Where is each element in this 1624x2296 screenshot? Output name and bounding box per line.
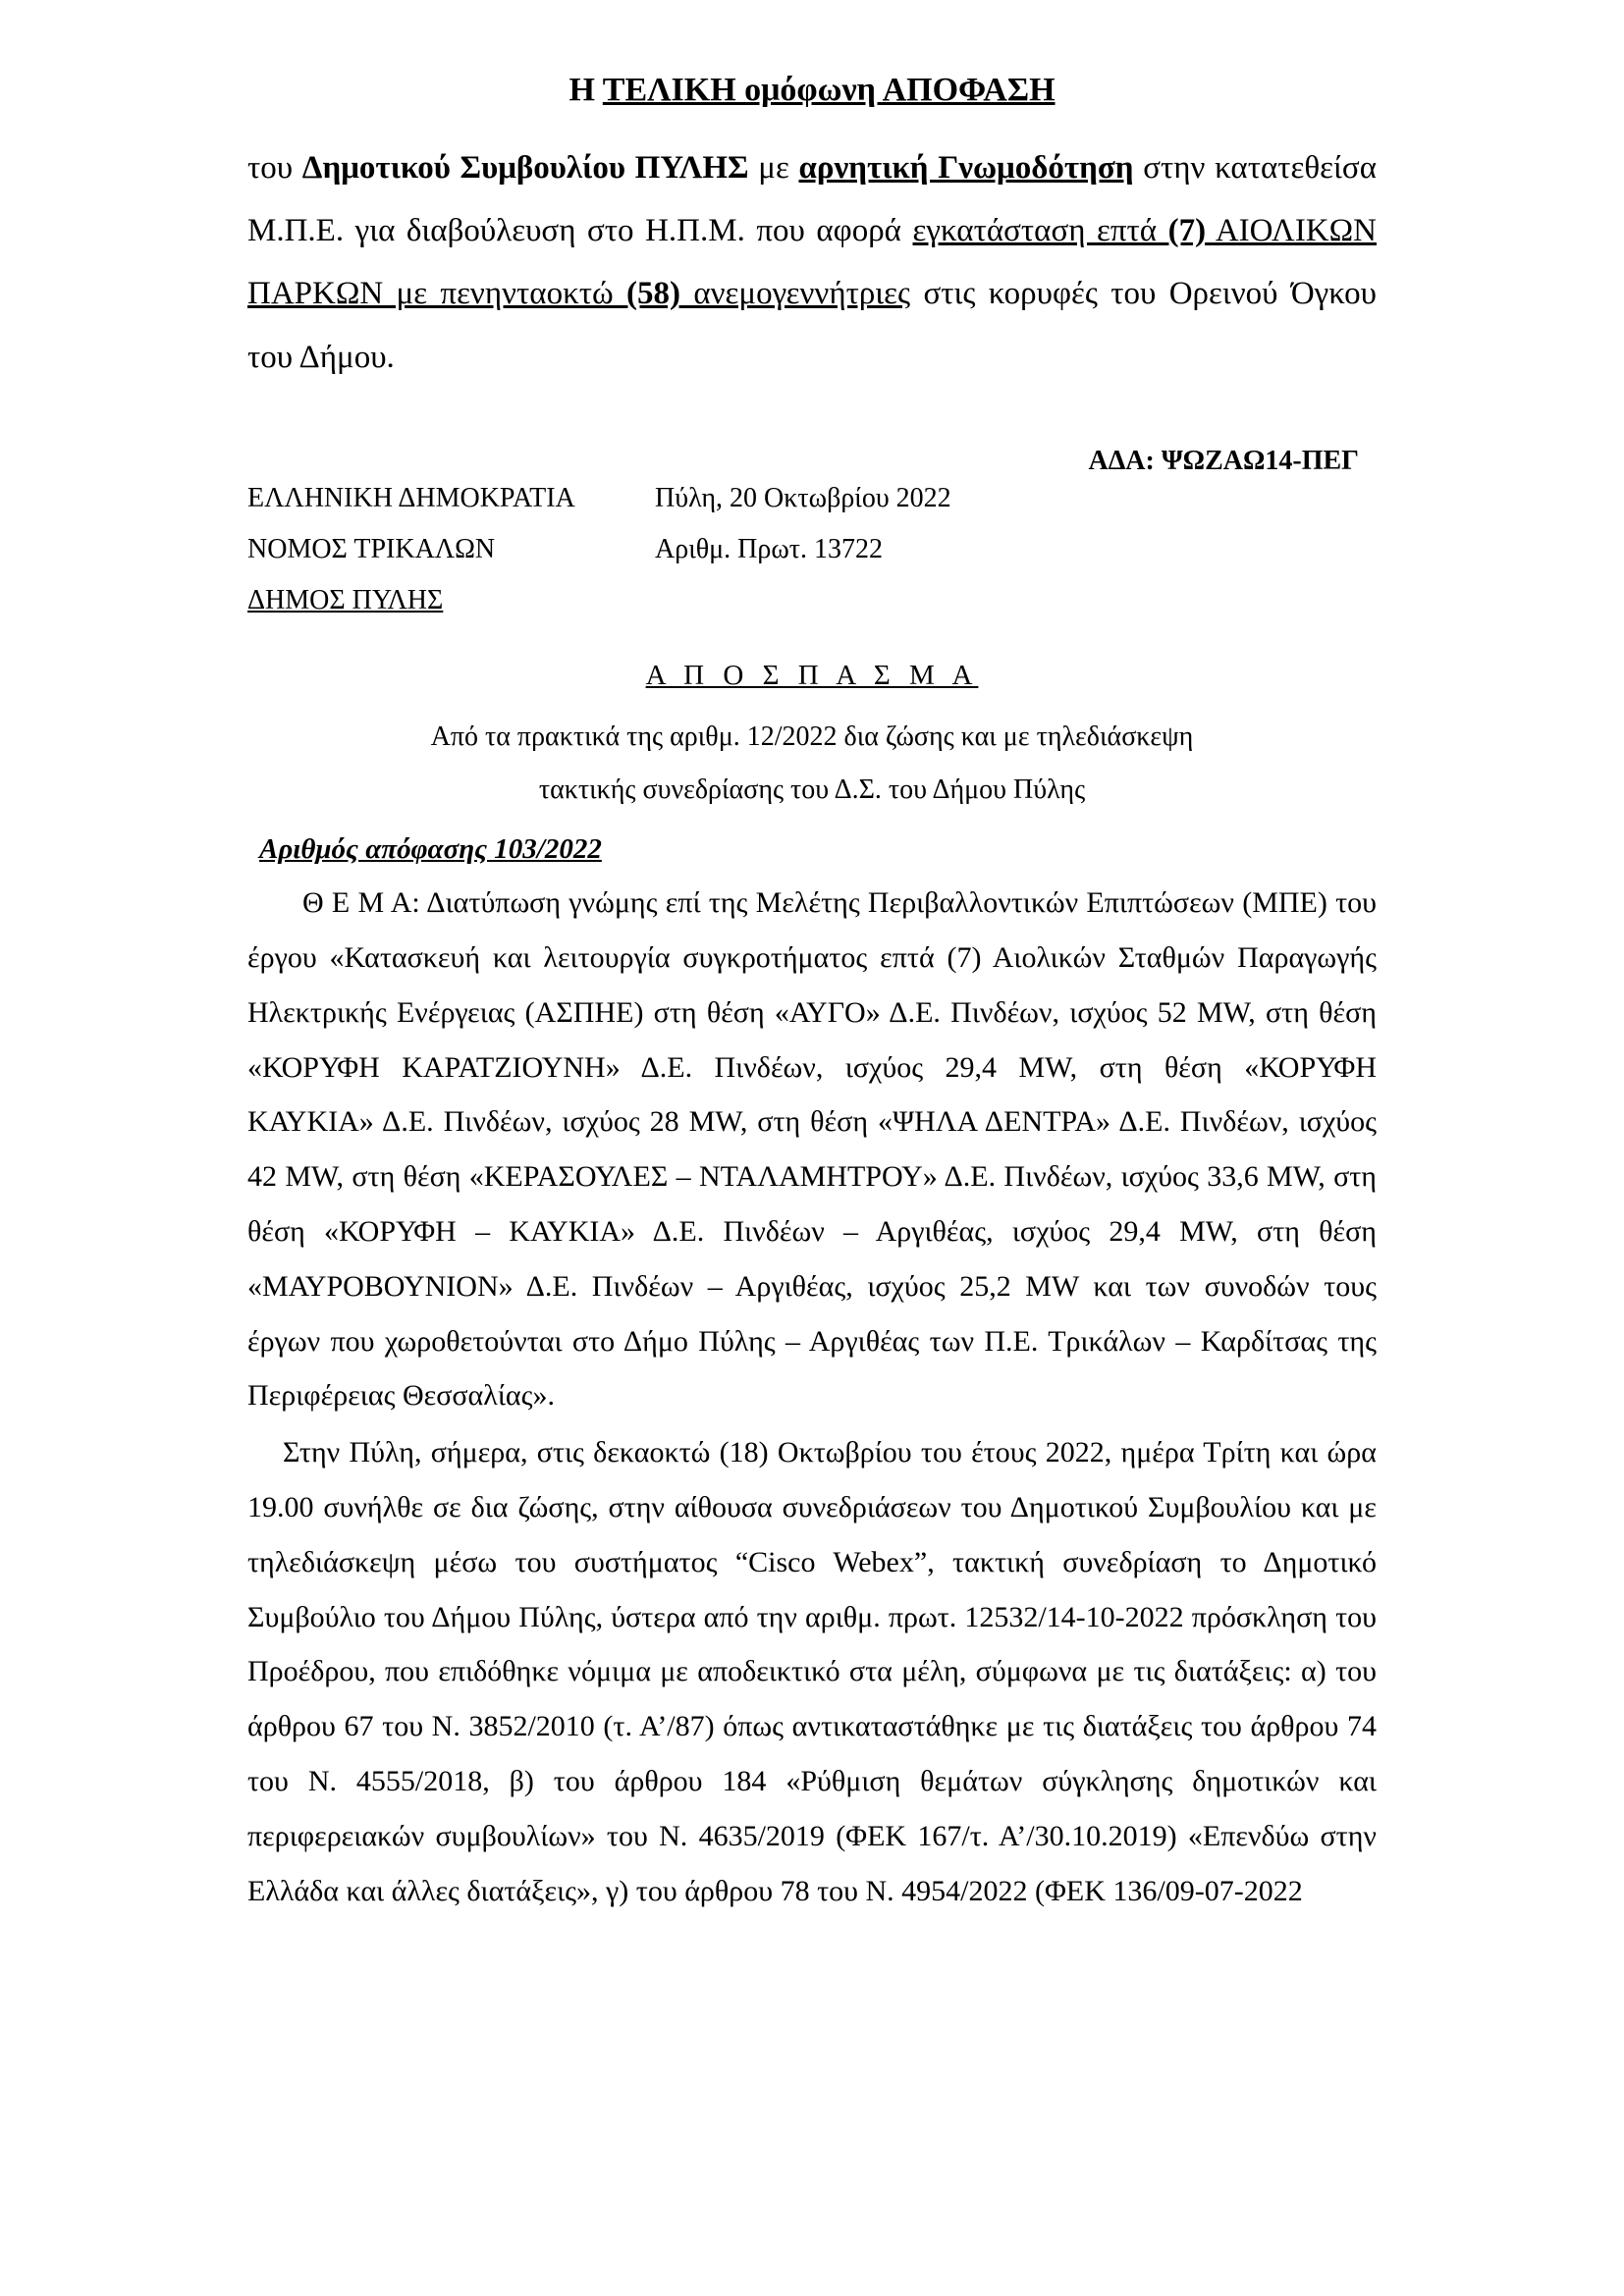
intro-turbine-count: (58) xyxy=(626,276,681,312)
page-title-prefix: Η xyxy=(568,72,603,108)
header-right-place-date: Πύλη, 20 Οκτωβρίου 2022 xyxy=(655,483,951,514)
header-left-municipality: ΔΗΜΟΣ ΠΥΛΗΣ xyxy=(247,585,444,616)
page-title-emphasis: ΤΕΛΙΚΗ ομόφωνη ΑΠΟΦΑΣΗ xyxy=(602,72,1056,108)
header-right-protocol-number: Αριθμ. Πρωτ. 13722 xyxy=(655,534,884,565)
header-row xyxy=(247,485,1377,512)
header-left-republic: ΕΛΛΗΝΙΚΗ ΔΗΜΟΚΡΑΤΙΑ xyxy=(247,483,575,514)
page-title xyxy=(247,71,1377,111)
header-right-empty xyxy=(655,587,1377,614)
subject-paragraph: Θ Ε Μ Α: Διατύπωση γνώμης επί της Μελέτης Περιβαλλοντικών Επιπτώσεων (ΜΠΕ) του έργου «Κατασκευή και λειτουργία συγκροτήματος επτά (7) Αιολικών Σταθμών Παραγωγής Ηλεκτρικής Ενέργειας (ΑΣΠΗΕ) στη θέση «ΑΥΓΟ» Δ.Ε. Πινδέων, ισχύος 52 MW, στη θέση «ΚΟΡΥΦΗ ΚΑΡΑΤΖΙΟΥΝΗ» Δ.Ε. Πινδέων, ισχύος 29,4 MW, στη θέση «ΚΟΡΥΦΗ ΚΑΥΚΙΑ» Δ.Ε. Πινδέων, ισχύος 28 MW, στη θέση «ΨΗΛΑ ΔΕΝΤΡΑ» Δ.Ε. Πινδέων, ισχύος 42 MW, στη θέση «ΚΕΡΑΣΟΥΛΕΣ – ΝΤΑΛΑΜΗΤΡΟΥ» Δ.Ε. Πινδέων, ισχύος 33,6 MW, στη θέση «ΚΟΡΥΦΗ – ΚΑΥΚΙΑ» Δ.Ε. Πινδέων – Αργιθέας, ισχύος 29,4 MW, στη θέση «ΜΑΥΡΟΒΟΥΝΙΟΝ» Δ.Ε. Πινδέων – Αργιθέας, ισχύος 25,2 MW και των συνοδών τους έργων που χωροθετούνται στο Δήμο Πύλης – Αργιθέας των Π.Ε. Τρικάλων – Καρδίτσας της Περιφέρειας Θεσσαλίας». xyxy=(247,886,1377,1413)
intro-negative-opinion: αρνητική Γνωμοδότηση xyxy=(798,149,1134,186)
header-left-prefecture: ΝΟΜΟΣ ΤΡΙΚΑΛΩΝ xyxy=(247,534,496,565)
extract-minutes-line: Από τα πρακτικά της αριθμ. 12/2022 δια ζώσης και με τηλεδιάσκεψη xyxy=(430,721,1194,753)
intro-park-count: (7) xyxy=(1167,213,1207,249)
intro-seg-5: στην κατατεθείσα Μ.Π.Ε. για διαβούλευση στο Η.Π.Μ. που αφορά xyxy=(247,149,1377,249)
extract-heading: Α Π Ο Σ Π Α Σ Μ Α xyxy=(645,660,979,692)
decision-number: Αριθμός απόφασης 103/2022 xyxy=(259,833,602,866)
intro-seg-11: στις κορυφές του Ορεινού Όγκου του Δήμου. xyxy=(247,276,1377,375)
ada-code: ΑΔΑ: ΨΩΖΑΩ14-ΠΕΓ xyxy=(1088,446,1359,477)
intro-turbines-word: ανεμογεννήτριες xyxy=(680,276,911,312)
intro-seg-8: ΑΙΟΛΙΚΩΝ ΠΑΡΚΩΝ με πενηνταοκτώ xyxy=(247,213,1377,312)
document-header-block xyxy=(247,485,1377,614)
intro-council-name: Δημοτικού Συμβουλίου ΠΥΛΗΣ xyxy=(301,149,749,186)
extract-session-line: τακτικής συνεδρίασης του Δ.Σ. του Δήμου Πύλης xyxy=(538,774,1086,806)
header-row xyxy=(247,587,1377,614)
intro-seg-3: με xyxy=(748,149,799,186)
session-paragraph: Στην Πύλη, σήμερα, στις δεκαοκτώ (18) Οκτωβρίου του έτους 2022, ημέρα Τρίτη και ώρα 19.00 συνήλθε σε δια ζώσης, στην αίθουσα συνεδριάσεων του Δημοτικού Συμβουλίου και με τηλεδιάσκεψη μέσω του συστήματος “Cisco Webex”, τακτική συνεδρίαση το Δημοτικό Συμβούλιο του Δήμου Πύλης, ύστερα από την αριθμ. πρωτ. 12532/14-10-2022 πρόσκληση του Προέδρου, που επιδόθηκε νόμιμα με αποδεικτικό στα μέλη, σύμφωνα με τις διατάξεις: α) του άρθρου 67 του Ν. 3852/2010 (τ. Α’/87) όπως αντικαταστάθηκε με τις διατάξεις του άρθρου 74 του Ν. 4555/2018, β) του άρθρου 184 «Ρύθμιση θεμάτων σύγκλησης δημοτικών και περιφερειακών συμβουλίων» του Ν. 4635/2019 (ΦΕΚ 167/τ. Α’/30.10.2019) «Επενδύω στην Ελλάδα και άλλες διατάξεις», γ) του άρθρου 78 του Ν. 4954/2022 (ΦΕΚ 136/09-07-2022 xyxy=(247,1436,1377,1907)
header-row xyxy=(247,536,1377,563)
intro-paragraph xyxy=(247,136,1377,389)
intro-seg-1: του xyxy=(247,149,302,186)
intro-installation-text: εγκατάσταση επτά xyxy=(912,213,1168,249)
